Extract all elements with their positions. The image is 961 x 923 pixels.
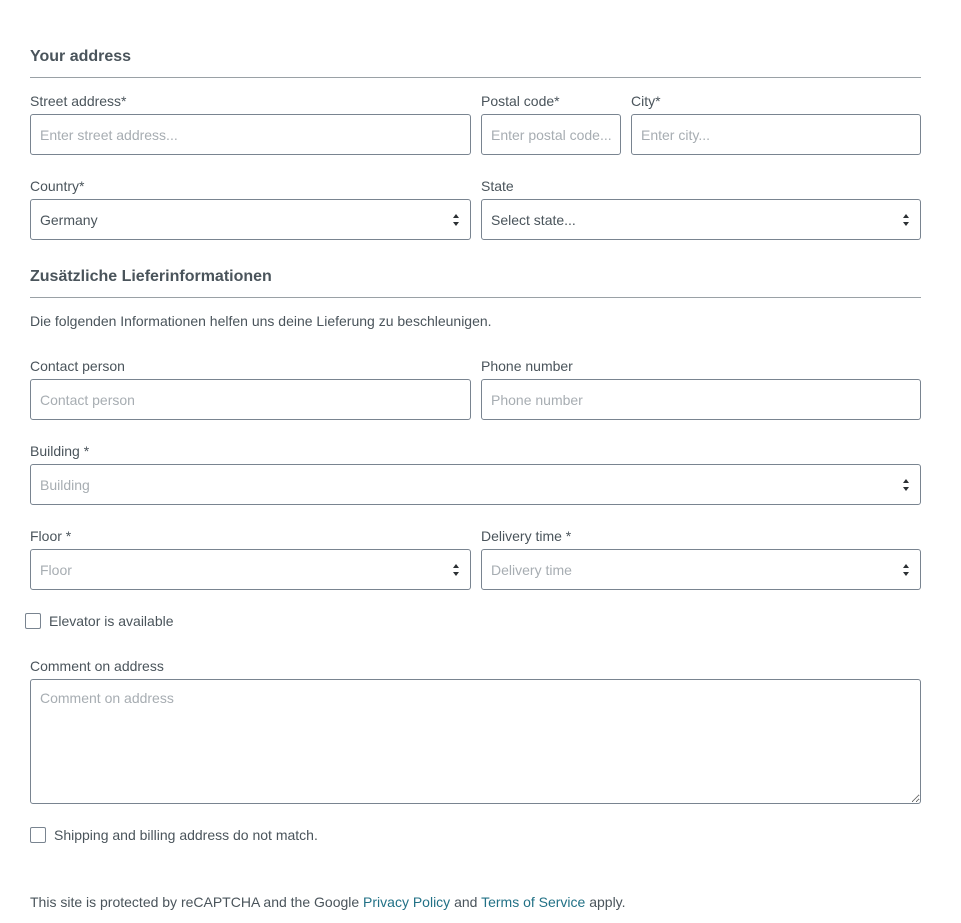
comment-textarea[interactable] bbox=[30, 679, 921, 804]
shipping-mismatch-checkbox[interactable] bbox=[30, 827, 46, 843]
elevator-label[interactable]: Elevator is available bbox=[49, 613, 174, 629]
recaptcha-suffix: apply. bbox=[585, 894, 626, 910]
state-select-value: Select state... bbox=[491, 211, 576, 228]
building-label: Building * bbox=[30, 443, 90, 459]
privacy-policy-link[interactable]: Privacy Policy bbox=[363, 894, 451, 910]
street-label: Street address* bbox=[30, 93, 127, 109]
delivery-section-title: Zusätzliche Lieferinformationen bbox=[30, 268, 272, 285]
state-label: State bbox=[481, 178, 514, 194]
address-section-title: Your address bbox=[30, 48, 132, 65]
building-select-value: Building bbox=[40, 476, 90, 493]
terms-of-service-link[interactable]: Terms of Service bbox=[481, 894, 586, 910]
country-select-value: Germany bbox=[40, 211, 98, 228]
shipping-mismatch-label[interactable]: Shipping and billing address do not match. bbox=[54, 827, 318, 843]
select-arrows-icon bbox=[902, 479, 910, 491]
country-label: Country* bbox=[30, 178, 85, 194]
select-arrows-icon bbox=[452, 564, 460, 576]
street-input[interactable] bbox=[30, 114, 471, 155]
address-divider bbox=[30, 77, 921, 78]
comment-label: Comment on address bbox=[30, 658, 164, 674]
building-select[interactable] bbox=[30, 464, 921, 505]
phone-number-label: Phone number bbox=[481, 358, 573, 374]
delivery-time-select-value: Delivery time bbox=[491, 561, 572, 578]
city-input[interactable] bbox=[631, 114, 921, 155]
postal-code-input[interactable] bbox=[481, 114, 621, 155]
select-arrows-icon bbox=[452, 214, 460, 226]
delivery-divider bbox=[30, 297, 921, 298]
select-arrows-icon bbox=[902, 214, 910, 226]
state-select[interactable] bbox=[481, 199, 921, 240]
contact-person-input[interactable] bbox=[30, 379, 471, 420]
elevator-checkbox[interactable] bbox=[25, 613, 41, 629]
city-label: City* bbox=[631, 93, 661, 109]
phone-number-input[interactable] bbox=[481, 379, 921, 420]
floor-select-value: Floor bbox=[40, 561, 72, 578]
floor-select[interactable] bbox=[30, 549, 471, 590]
delivery-time-select[interactable] bbox=[481, 549, 921, 590]
delivery-time-label: Delivery time * bbox=[481, 528, 572, 544]
contact-person-label: Contact person bbox=[30, 358, 125, 374]
delivery-info-text: Die folgenden Informationen helfen uns deine Lieferung zu beschleunigen. bbox=[30, 313, 492, 329]
recaptcha-prefix: This site is protected by reCAPTCHA and the Google bbox=[30, 894, 364, 910]
postal-code-label: Postal code* bbox=[481, 93, 560, 109]
floor-label: Floor * bbox=[30, 528, 72, 544]
recaptcha-and: and bbox=[450, 894, 482, 910]
select-arrows-icon bbox=[902, 564, 910, 576]
recaptcha-notice bbox=[30, 894, 626, 910]
country-select[interactable] bbox=[30, 199, 471, 240]
